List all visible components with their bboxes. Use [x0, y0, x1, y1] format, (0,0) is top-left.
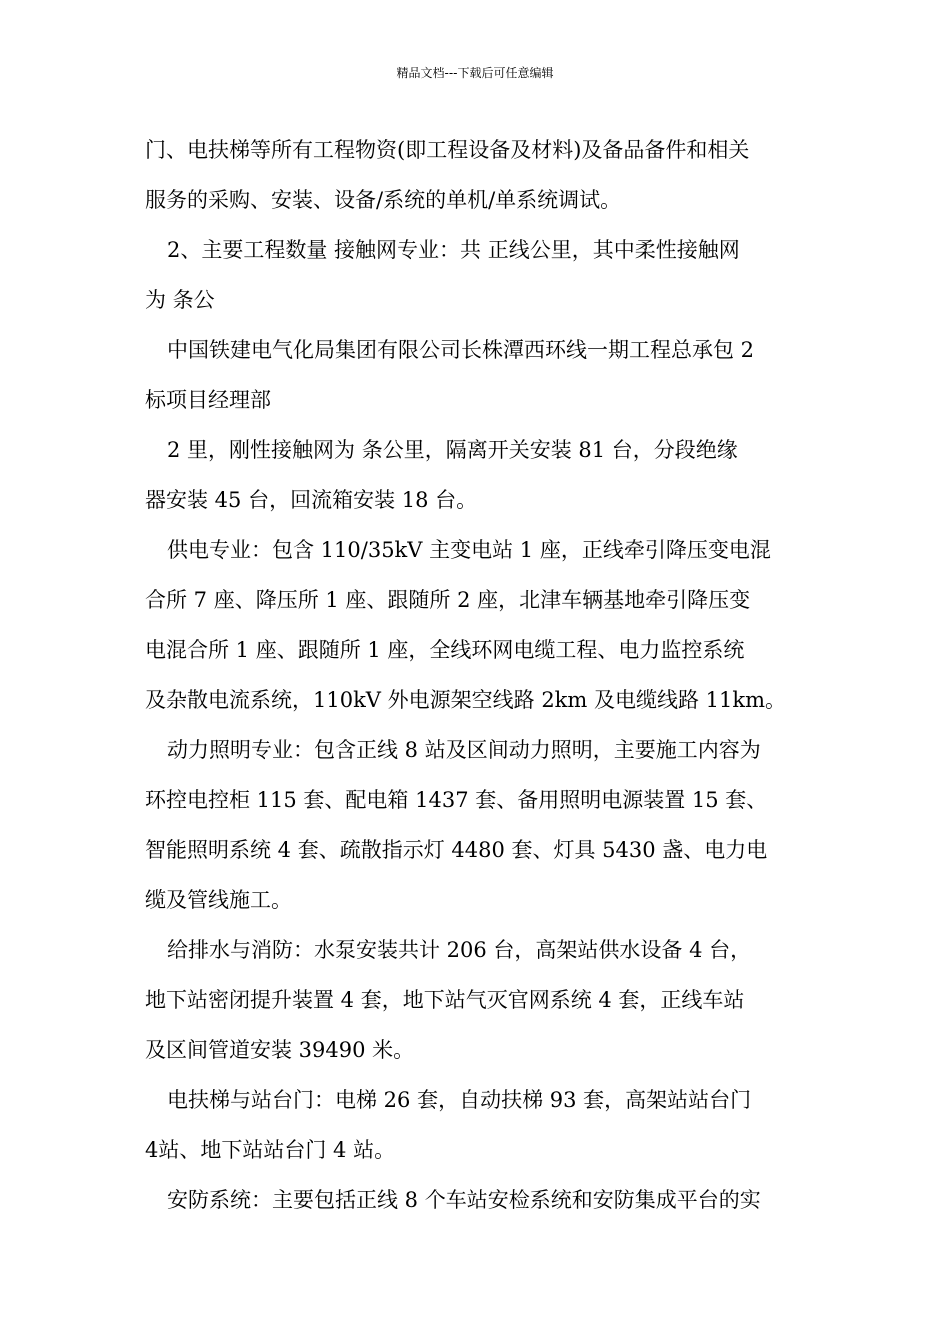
text-line: 及杂散电流系统，110kV 外电源架空线路 2km 及电缆线路 11km。 [145, 688, 787, 712]
paragraph [145, 425, 815, 525]
text-line: 缆及管线施工。 [145, 888, 292, 912]
paragraph [145, 125, 815, 225]
text-line: 合所 7 座、降压所 1 座、跟随所 2 座，北津车辆基地牵引降压变 [145, 588, 751, 612]
text-line: 为 条公 [145, 288, 215, 312]
text-line: 4站、地下站站台门 4 站。 [145, 1138, 396, 1162]
text-line: 电扶梯与站台门：电梯 26 套，自动扶梯 93 套，高架站站台门 [167, 1088, 752, 1112]
paragraph [145, 925, 815, 1075]
paragraph [145, 525, 815, 725]
text-line: 门、电扶梯等所有工程物资(即工程设备及材料)及备品备件和相关 [145, 138, 750, 162]
text-line: 供电专业：包含 110/35kV 主变电站 1 座，正线牵引降压变电混 [167, 538, 771, 562]
document-body [145, 125, 815, 1225]
text-line: 服务的采购、安装、设备/系统的单机/单系统调试。 [145, 188, 622, 212]
paragraph [145, 1175, 815, 1225]
text-line: 中国铁建电气化局集团有限公司长株潭西环线一期工程总承包 2 [167, 338, 755, 362]
paragraph [145, 725, 815, 925]
text-line: 安防系统：主要包括正线 8 个车站安检系统和安防集成平台的实 [167, 1188, 761, 1212]
paragraph [145, 1075, 815, 1175]
text-line: 器安装 45 台，回流箱安装 18 台。 [145, 488, 478, 512]
text-line: 动力照明专业：包含正线 8 站及区间动力照明，主要施工内容为 [167, 738, 761, 762]
text-line: 地下站密闭提升装置 4 套，地下站气灭官网系统 4 套，正线车站 [145, 988, 745, 1012]
text-line: 及区间管道安装 39490 米。 [145, 1038, 415, 1062]
text-line: 电混合所 1 座、跟随所 1 座，全线环网电缆工程、电力监控系统 [145, 638, 745, 662]
text-line: 智能照明系统 4 套、疏散指示灯 4480 套、灯具 5430 盏、电力电 [145, 838, 768, 862]
paragraph [145, 225, 815, 325]
page-header: 精品文档---下载后可任意编辑 [396, 66, 554, 80]
text-line: 2 里，刚性接触网为 条公里，隔离开关安装 81 台，分段绝缘 [167, 438, 738, 462]
text-line: 环控电控柜 115 套、配电箱 1437 套、备用照明电源装置 15 套、 [145, 788, 768, 812]
text-line: 标项目经理部 [145, 388, 271, 412]
text-line: 2、主要工程数量 接触网专业：共 正线公里，其中柔性接触网 [167, 238, 740, 262]
paragraph [145, 325, 815, 425]
text-line: 给排水与消防：水泵安装共计 206 台，高架站供水设备 4 台， [167, 938, 752, 962]
